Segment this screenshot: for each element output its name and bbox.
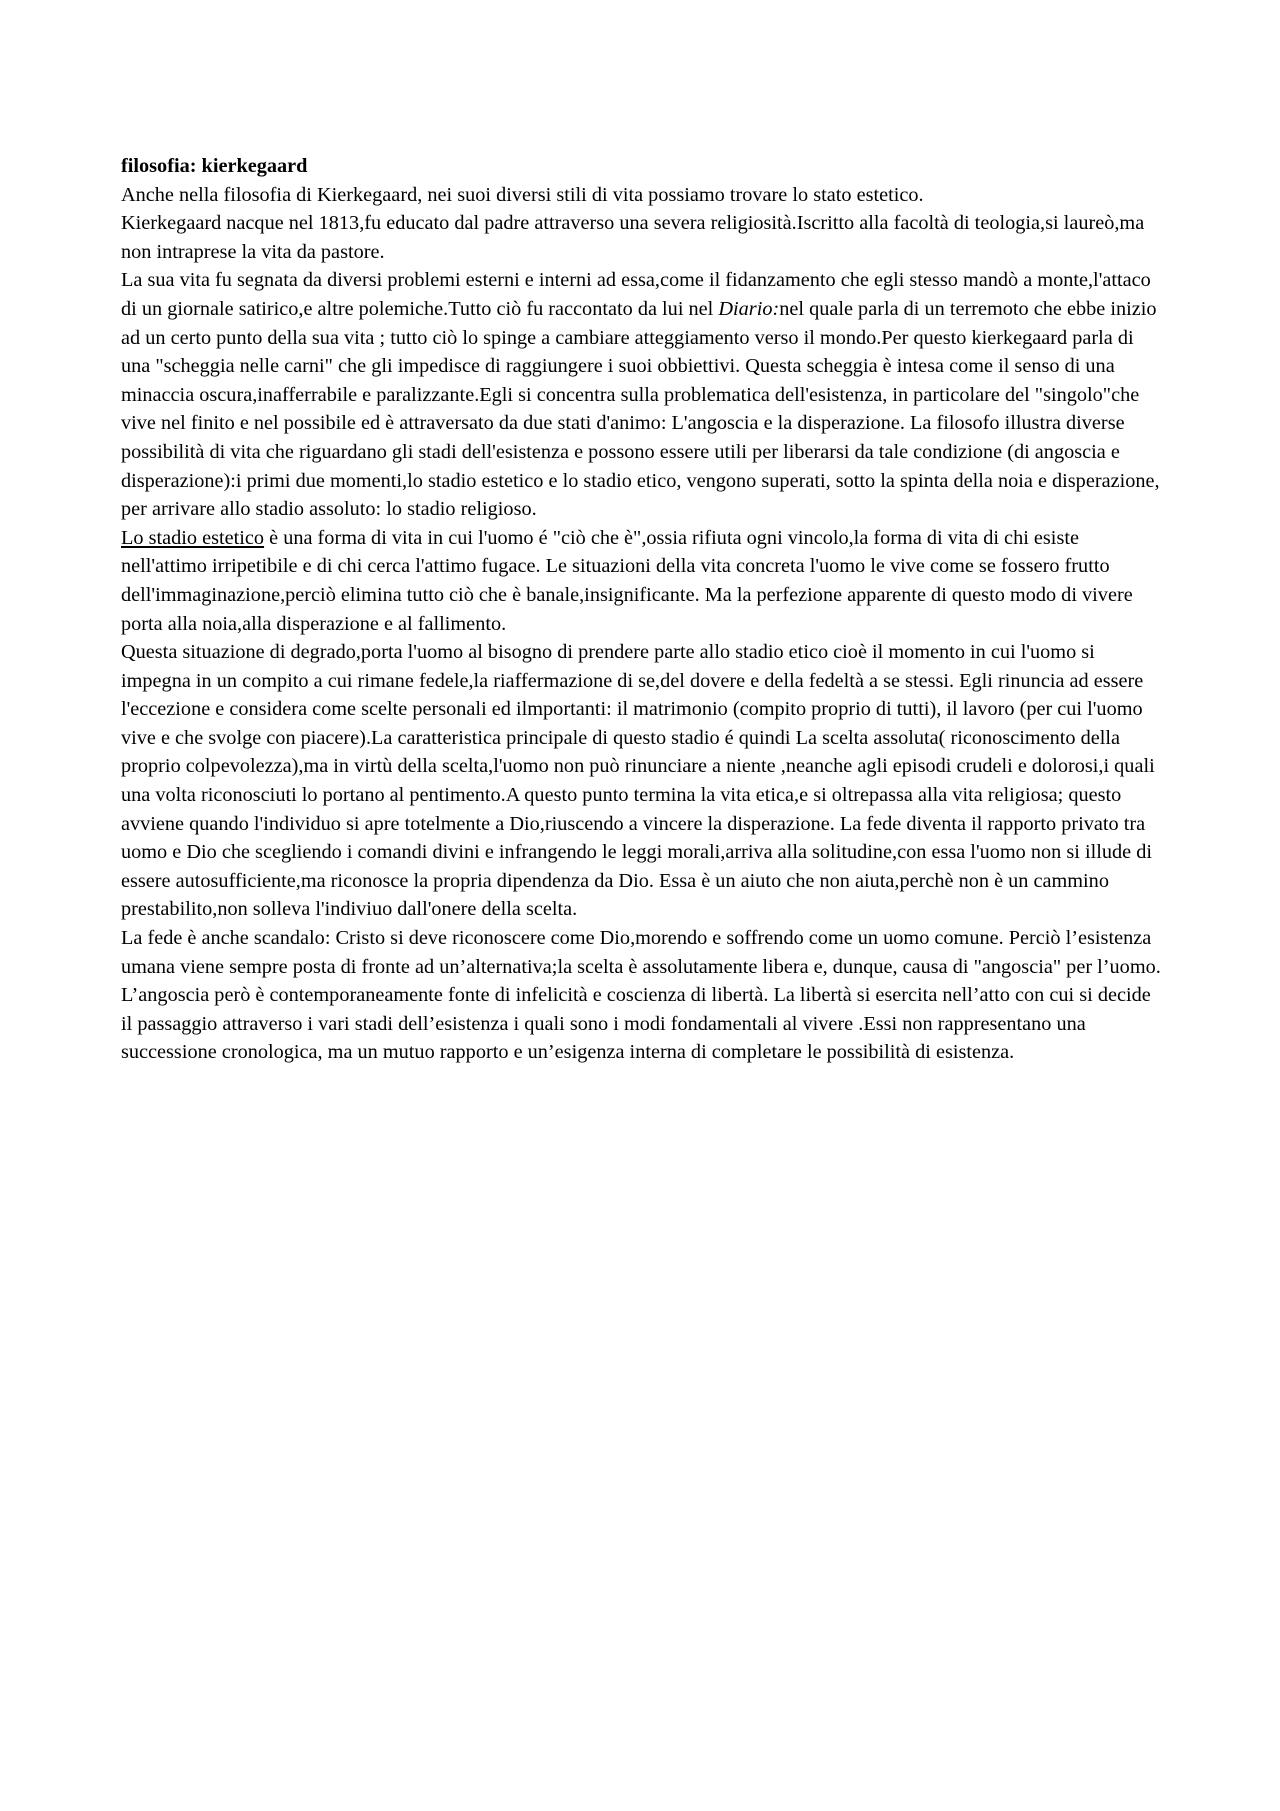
paragraph-aesthetic-stage-text: è una forma di vita in cui l'uomo é "ciò che è",ossia rifiuta ogni vincolo,la forma di vita di chi esiste nell'attimo irripetibile e di chi cerca l'attimo fugace. Le situazioni della vita concreta l'uomo le vive come se fossero frutto dell'immaginazione,perciò elimina tutto ciò che è banale,insignificante. Ma la perfezione apparente di questo modo di vivere porta alla noia,alla disperazione e al fallimento. [121, 526, 1133, 635]
document-title: filosofia: kierkegaard [121, 155, 308, 177]
paragraph-life-events-text-end: nel quale parla di un terremoto che ebbe inizio ad un certo punto della sua vita ; tutto ciò lo spinge a cambiare atteggiamento verso il mondo.Per questo kierkegaard parla di una "scheggia nelle carni" che gli impedisce di raggiungere i suoi obbiettivi. Questa scheggia è intesa come il senso di una minaccia oscura,inafferrabile e paralizzante.Egli si concentra sulla problematica dell'esistenza, in particolare del "singolo"che vive nel finito e nel possibile ed è attraversato da due stati d'animo: L'angoscia e la disperazione. La filosofo illustra diverse possibilità di vita che riguardano gli stadi dell'esistenza e possono essere utili per liberarsi da tale condizione (di angoscia e disperazione):i primi due momenti,lo stadio estetico e lo stadio etico, vengono superati, sotto la spinta della noia e disperazione, per arrivare allo stadio assoluto: lo stadio religioso. [121, 297, 1160, 521]
paragraph-faith-scandal: La fede è anche scandalo: Cristo si deve riconoscere come Dio,morendo e soffrendo come un uomo comune. Perciò l’esistenza umana viene sempre posta di fronte ad un’alternativa;la scelta è assolutamente libera e, dunque, causa di "angoscia" per l’uomo. L’angoscia però è contemporaneamente fonte di infelicità e coscienza di libertà. La libertà si esercita nell’atto con cui si decide il passaggio attraverso i vari stadi dell’esistenza i quali sono i modi fondamentali al vivere .Essi non rappresentano una successione cronologica, ma un mutuo rapporto e un’esigenza interna di completare le possibilità di esistenza. [121, 927, 1161, 1064]
document-page [121, 152, 1161, 1067]
diario-italic-text: Diario: [718, 297, 780, 320]
paragraph-intro: Anche nella filosofia di Kierkegaard, nei suoi diversi stili di vita possiamo trovare lo stato estetico. [121, 183, 924, 206]
paragraph-life-events-text-start: La sua vita fu segnata da diversi problemi esterni e interni ad essa,come il fidanzamento che egli stesso mandò a monte,l'attaco di un giornale satirico,e altre polemiche.Tutto ciò fu raccontato da lui nel [121, 269, 1151, 320]
paragraph-ethical-religious-stage: Questa situazione di degrado,porta l'uomo al bisogno di prendere parte allo stadio etico cioè il momento in cui l'uomo si impegna in un compito a cui rimane fedele,la riaffermazione di se,del dovere e della fedeltà a se stessi. Egli rinuncia ad essere l'eccezione e considera come scelte personali ed ilmportanti: il matrimonio (compito proprio di tutti), il lavoro (per cui l'uomo vive e che svolge con piacere).La caratteristica principale di questo stadio é quindi La scelta assoluta( riconoscimento della proprio colpevolezza),ma in virtù della scelta,l'uomo non può rinunciare a niente ,neanche agli episodi crudeli e dolorosi,i quali una volta riconosciuti lo portano al pentimento.A questo punto termina la vita etica,e si oltrepassa alla vita religiosa; questo avviene quando l'individuo si apre totelmente a Dio,riuscendo a vincere la disperazione. La fede diventa il rapporto privato tra uomo e Dio che scegliendo i comandi divini e infrangendo le leggi morali,arriva alla solitudine,con essa l'uomo non si illude di essere autosufficiente,ma riconosce la propria dipendenza da Dio. Essa è un aiuto che non aiuta,perchè non è un cammino prestabilito,non solleva l'indiviuo dall'onere della scelta. [121, 641, 1155, 921]
paragraph-aesthetic-stage [121, 524, 1161, 638]
aesthetic-stage-underlined-heading: Lo stadio estetico [121, 526, 265, 549]
paragraph-life-events [121, 266, 1161, 523]
paragraph-biography: Kierkegaard nacque nel 1813,fu educato dal padre attraverso una severa religiosità.Iscritto alla facoltà di teologia,si laureò,ma non intraprese la vita da pastore. [121, 212, 1145, 263]
